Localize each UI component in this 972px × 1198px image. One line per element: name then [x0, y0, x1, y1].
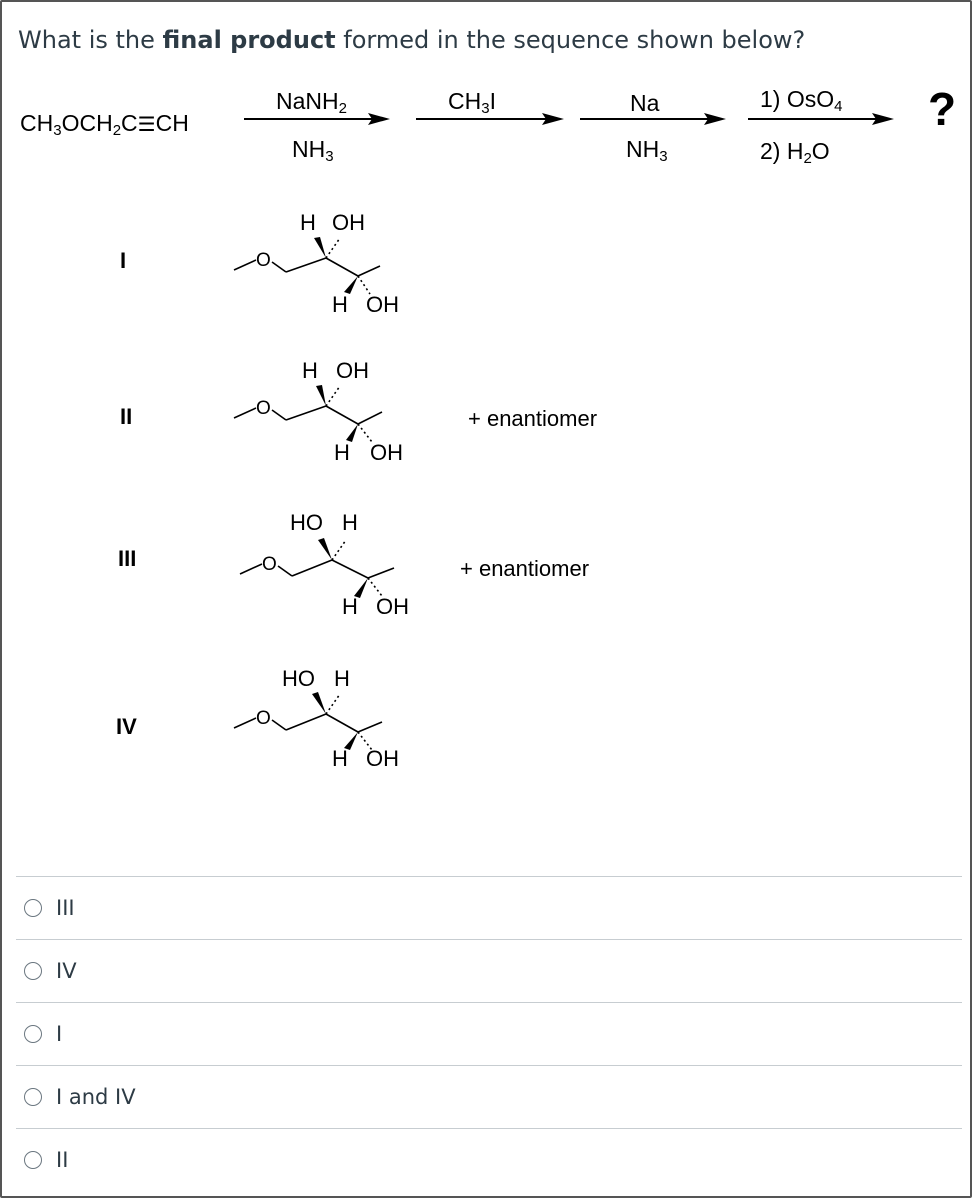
option-label: IV: [56, 959, 77, 983]
svg-text:OH: OH: [370, 440, 403, 465]
structure-label-1: I: [120, 248, 127, 273]
svg-text:H: H: [342, 594, 358, 619]
step3-reagent-below: $NH_3$: [626, 136, 668, 165]
svg-text:H: H: [342, 510, 358, 535]
structure-label-4: IV: [116, 714, 137, 739]
option-5[interactable]: [16, 1128, 962, 1191]
step1-reagent-below: $NH_3$: [292, 136, 334, 165]
option-2[interactable]: [16, 939, 962, 1002]
option-4[interactable]: [16, 1065, 962, 1128]
svg-text:H: H: [302, 358, 318, 383]
reaction-arrow-1: [244, 104, 392, 134]
reaction-scheme: [0, 80, 972, 190]
svg-text:H: H: [332, 292, 348, 317]
svg-text:H: H: [334, 440, 350, 465]
option-label: III: [56, 896, 75, 920]
radio-circle-icon[interactable]: [24, 962, 42, 980]
svg-text:H: H: [332, 746, 348, 771]
option-3[interactable]: [16, 1002, 962, 1065]
enantiomer-note-3: + enantiomer: [460, 556, 590, 581]
option-label: I and IV: [56, 1085, 136, 1109]
svg-text:H: H: [334, 666, 350, 691]
svg-text:OH: OH: [366, 746, 399, 771]
svg-text:O: O: [256, 250, 271, 271]
enantiomer-note-2: + enantiomer: [468, 406, 598, 431]
start-material: $CH_3OCH_2C☰CH$: [20, 110, 189, 139]
question-prefix: What is the: [18, 26, 163, 54]
structure-3: [234, 508, 434, 620]
radio-circle-icon[interactable]: [24, 1088, 42, 1106]
option-label: I: [56, 1022, 63, 1046]
step3-reagent-above: Na: [630, 90, 660, 116]
step4-reagent-below: 2) $H_2O$: [760, 138, 830, 167]
reaction-arrow-2: [416, 104, 566, 134]
svg-text:HO: HO: [290, 510, 323, 535]
svg-text:HO: HO: [282, 666, 315, 691]
svg-text:O: O: [256, 398, 271, 419]
option-1[interactable]: [16, 876, 962, 939]
answer-structures: [0, 190, 972, 810]
question-text: [18, 26, 805, 54]
reaction-arrow-3: [580, 104, 728, 134]
answer-options: [16, 876, 962, 1191]
radio-circle-icon[interactable]: [24, 899, 42, 917]
svg-text:O: O: [262, 554, 277, 575]
structure-label-3: III: [118, 546, 137, 571]
question-bold: final product: [162, 26, 336, 54]
svg-text:H: H: [300, 210, 316, 235]
radio-circle-icon[interactable]: [24, 1025, 42, 1043]
svg-text:OH: OH: [376, 594, 409, 619]
step2-reagent-above: $CH_3I$: [448, 88, 496, 117]
structure-label-2: II: [120, 404, 133, 429]
question-suffix: formed in the sequence shown below?: [335, 26, 806, 54]
svg-text:O: O: [256, 708, 271, 729]
radio-circle-icon[interactable]: [24, 1151, 42, 1169]
product-unknown: ?: [928, 83, 957, 135]
svg-text:OH: OH: [336, 358, 369, 383]
structure-4: [228, 660, 428, 772]
structure-1: [228, 208, 428, 320]
svg-text:OH: OH: [366, 292, 399, 317]
option-label: II: [56, 1148, 69, 1172]
structure-2: [228, 356, 428, 468]
reaction-arrow-4: [748, 104, 896, 134]
step4-reagent-above: 1) OsO$_4$: [760, 86, 843, 115]
svg-text:OH: OH: [332, 210, 365, 235]
step1-reagent-above: NaNH$_2$: [276, 88, 347, 117]
